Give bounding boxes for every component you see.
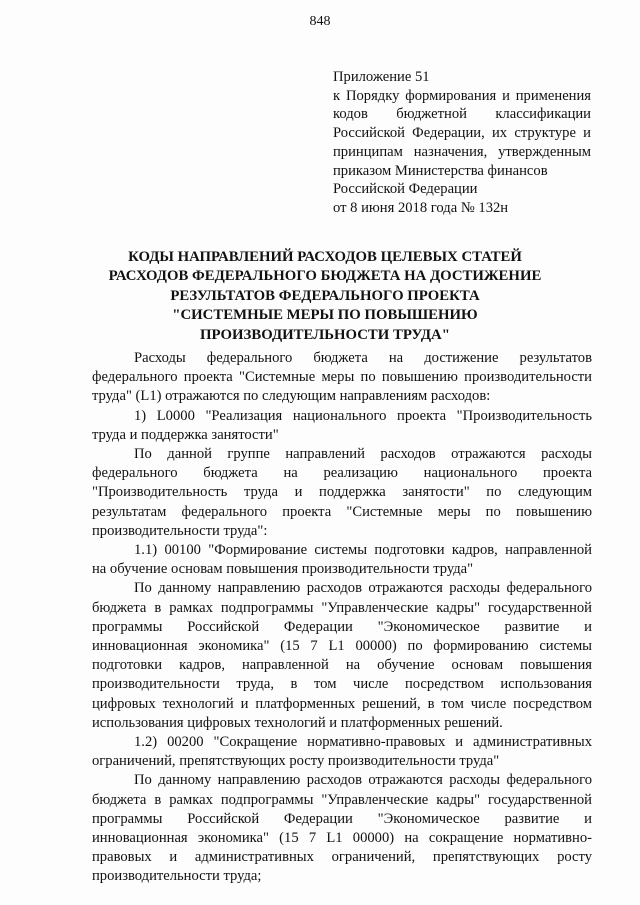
text-line: федерального проекта "Системные меры по повышению производительности [92,369,592,386]
text-line: производительности труда": [92,522,268,539]
text-line: использования цифровых технологий и платформенных решений. [92,714,503,731]
text-line: бюджета в рамках подпрограммы "Управленческие кадры" государственной [92,599,592,616]
appendix-line: кодов бюджетной классификации [333,106,591,123]
appendix-line: от 8 июня 2018 года № 132н [333,199,509,216]
appendix-line: Российской Федерации [333,181,478,198]
text-line: на обучение основам повышения производительности труда" [92,561,474,578]
text-line: правовых и административных ограничений, препятствующих росту [92,849,592,866]
text-line: 1.1) 00100 "Формирование системы подготовки кадров, направленной [134,542,592,559]
text-line: производительности труда, в том числе посредством использования [92,676,592,693]
title-line: КОДЫ НАПРАВЛЕНИЙ РАСХОДОВ ЦЕЛЕВЫХ СТАТЕЙ [128,249,522,265]
text-line: По данному направлению расходов отражаются расходы федерального [134,772,592,789]
title-line: "СИСТЕМНЫЕ МЕРЫ ПО ПОВЫШЕНИЮ [172,307,478,324]
text-line: программы Российской Федерации "Экономическое развитие и [92,618,592,635]
text-line: Расходы федерального бюджета на достижение результатов [134,350,592,366]
appendix-line: приказом Министерства финансов [333,162,548,179]
text-line: По данной группе направлений расходов отражаются расходы [134,446,592,463]
text-line: ограничений, препятствующих росту производительности труда" [92,753,500,770]
text-line: 1) L0000 "Реализация национального проекта "Производительность [134,407,592,424]
text-line: труда и поддержка занятости" [92,426,279,443]
paragraph-item-1-2-description [92,771,592,886]
appendix-header [333,68,591,218]
paragraph-intro [92,349,592,407]
paragraph-item-1-description [92,445,592,541]
text-line: бюджета в рамках подпрограммы "Управленческие кадры" государственной [92,791,592,808]
text-line: труда" (L1) отражаются по следующим направлениям расходов: [92,388,491,405]
title-line: ПРОИЗВОДИТЕЛЬНОСТИ ТРУДА" [200,326,450,343]
appendix-line: принципам назначения, утвержденным [333,143,591,160]
paragraph-item-1-1-description [92,579,592,733]
appendix-line: к Порядку формирования и применения [333,87,591,104]
text-line: инновационная экономика" (15 7 L1 00000) на сокращение нормативно- [92,830,592,847]
text-line: результатам федерального проекта "Системные меры по повышению [92,503,592,520]
text-line: федерального бюджета на реализацию национального проекта [92,465,592,482]
paragraph-item-1-1 [92,541,592,579]
text-line: 1.2) 00200 "Сокращение нормативно-правовых и административных [134,734,592,751]
text-line: "Производительность труда и поддержка занятости" по следующим [92,484,592,501]
text-line: По данному направлению расходов отражаются расходы федерального [134,580,592,597]
paragraph-item-1-2 [92,733,592,771]
paragraph-item-1 [92,407,592,445]
text-line: производительности труда; [92,868,262,885]
title-line: РЕЗУЛЬТАТОВ ФЕДЕРАЛЬНОГО ПРОЕКТА [170,287,480,304]
text-line: программы Российской Федерации "Экономическое развитие и [92,810,592,827]
appendix-line: Приложение 51 [333,69,430,85]
text-line: инновационная экономика" (15 7 L1 00000) по формированию системы [92,638,592,655]
text-line: цифровых технологий и платформенных решений, в том числе посредством [92,695,592,712]
appendix-line: Российской Федерации, их структуре и [333,125,591,142]
text-line: подготовки кадров, направленной на обучение основам повышения [92,657,592,674]
document-body [92,349,592,887]
document-title [95,248,555,345]
title-line: РАСХОДОВ ФЕДЕРАЛЬНОГО БЮДЖЕТА НА ДОСТИЖЕНИЕ [108,268,542,285]
page-number: 848 [309,14,331,29]
